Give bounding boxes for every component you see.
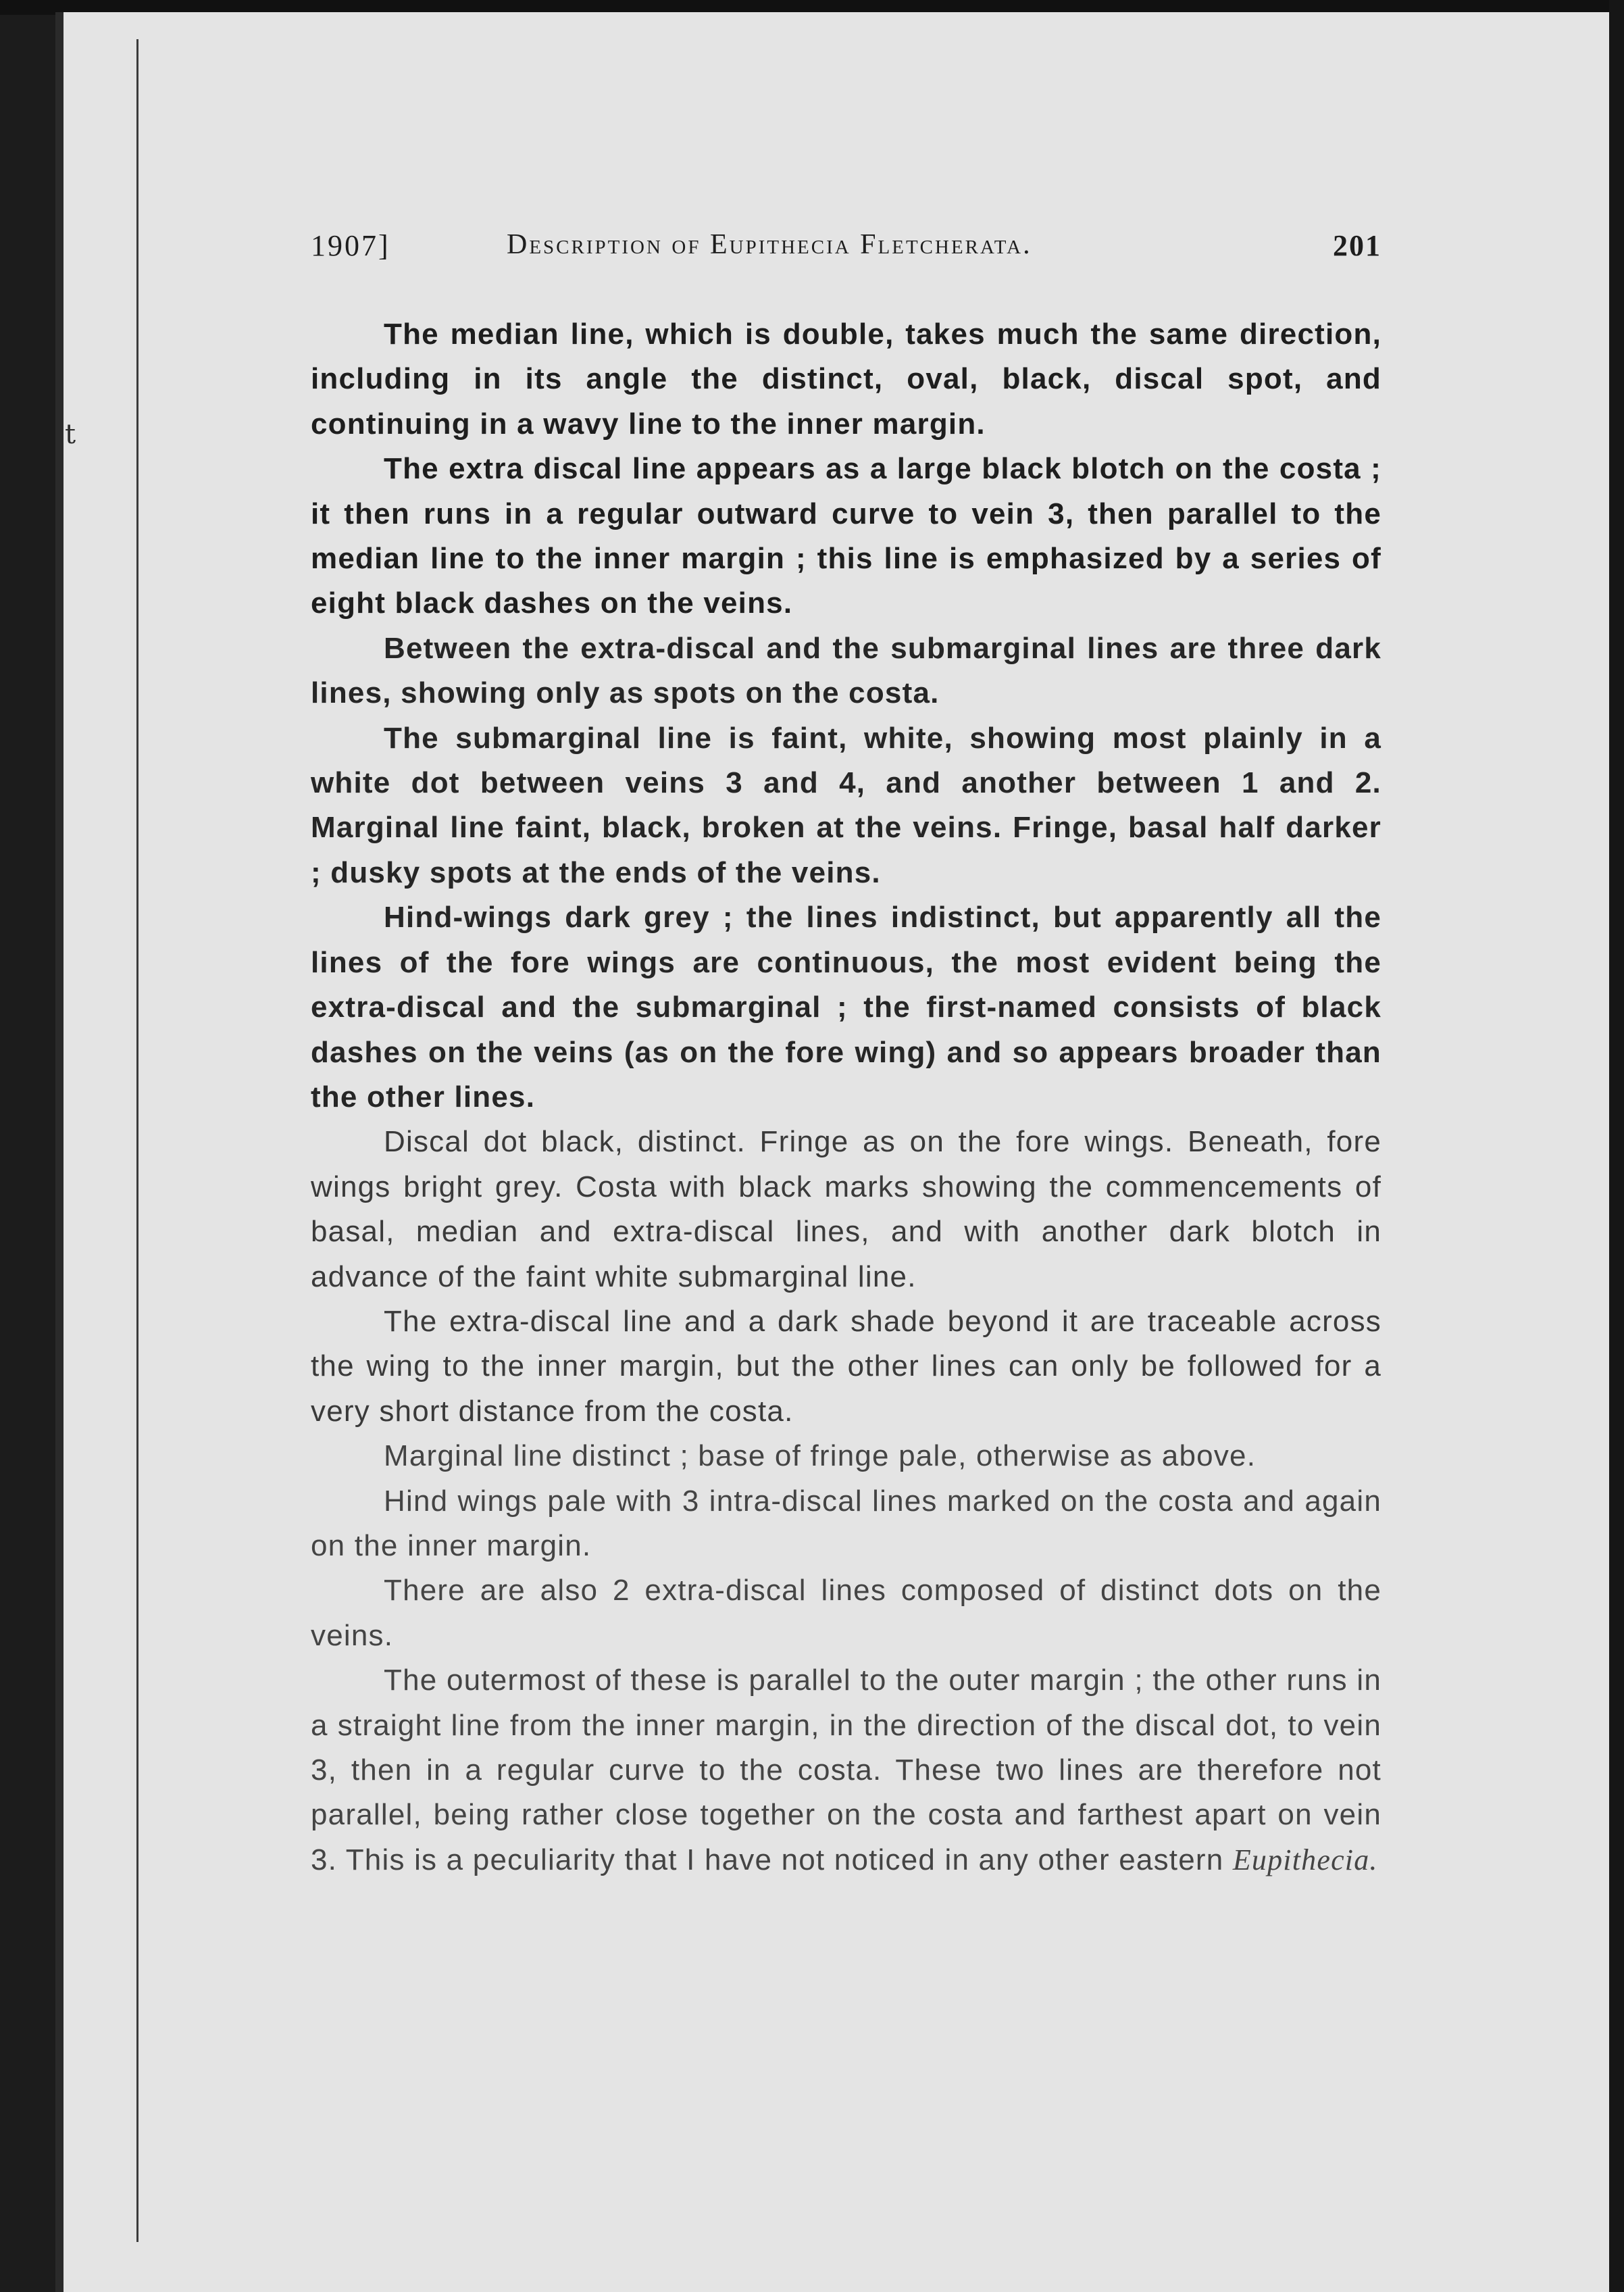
paragraph: Discal dot black, distinct. Fringe as on the fore wings. Beneath, fore wings bright grey. Costa with black marks showing the commencements of basal, median and extra-discal lines, and with another dark blotch in advance of the faint white submarginal line. [311, 1125, 1381, 1293]
paragraph-last [311, 1658, 1381, 1883]
scan-right-edge [1609, 0, 1624, 2292]
paragraph: The extra discal line appears as a large black blotch on the costa ; it then runs in a regular outward curve to vein 3, then parallel to the median line to the inner margin ; this line is emphasized by a series of eight black dashes on the veins. [311, 452, 1381, 620]
paragraph: Hind-wings dark grey ; the lines indistinct, but apparently all the lines of the fore wings are continuous, the most evident being the extra-discal and the submarginal ; the first-named consists of black dashes on the veins (as on the fore wing) and so appears broader than the other lines. [311, 901, 1381, 1114]
running-head-year: 1907] [311, 229, 390, 262]
margin-mark: t [65, 419, 76, 450]
paragraph: The extra-discal line and a dark shade beyond it are traceable across the wing to the inner margin, but the other lines can only be followed for a very short distance from the costa. [311, 1304, 1381, 1428]
page-number: 201 [1333, 229, 1381, 262]
running-head [311, 228, 1381, 276]
running-head-title: Description of Eupithecia Fletcherata. [507, 229, 1032, 260]
body-text [311, 312, 1381, 1883]
binding-margin-line [136, 39, 138, 2242]
paragraph: There are also 2 extra-discal lines composed of distinct dots on the veins. [311, 1574, 1381, 1652]
genus-name: Eupithecia. [1232, 1843, 1378, 1876]
paragraph: Marginal line distinct ; base of fringe pale, otherwise as above. [384, 1439, 1257, 1473]
paragraph-last-text: The outermost of these is parallel to the outer margin ; the other runs in a straight line from the inner margin, in the direction of the discal dot, to vein 3, then in a regular curve to the costa. These two lines are therefore not parallel, being rather close together on the costa and farthest apart on vein 3. This is a peculiarity that I have not noticed in any other eastern [311, 1664, 1381, 1876]
paragraph: Hind wings pale with 3 intra-discal lines marked on the costa and again on the inner margin. [311, 1484, 1381, 1562]
paragraph: The median line, which is double, takes much the same direction, including in its angle the distinct, oval, black, discal spot, and continuing in a wavy line to the inner margin. [311, 318, 1381, 441]
paragraph: Between the extra-discal and the submarginal lines are three dark lines, showing only as spots on the costa. [311, 631, 1381, 710]
paragraph: The submarginal line is faint, white, showing most plainly in a white dot between veins 3 and 4, and another between 1 and 2. Marginal line faint, black, broken at the veins. Fringe, basal half darker ; dusky spots at the ends of the veins. [311, 721, 1381, 889]
